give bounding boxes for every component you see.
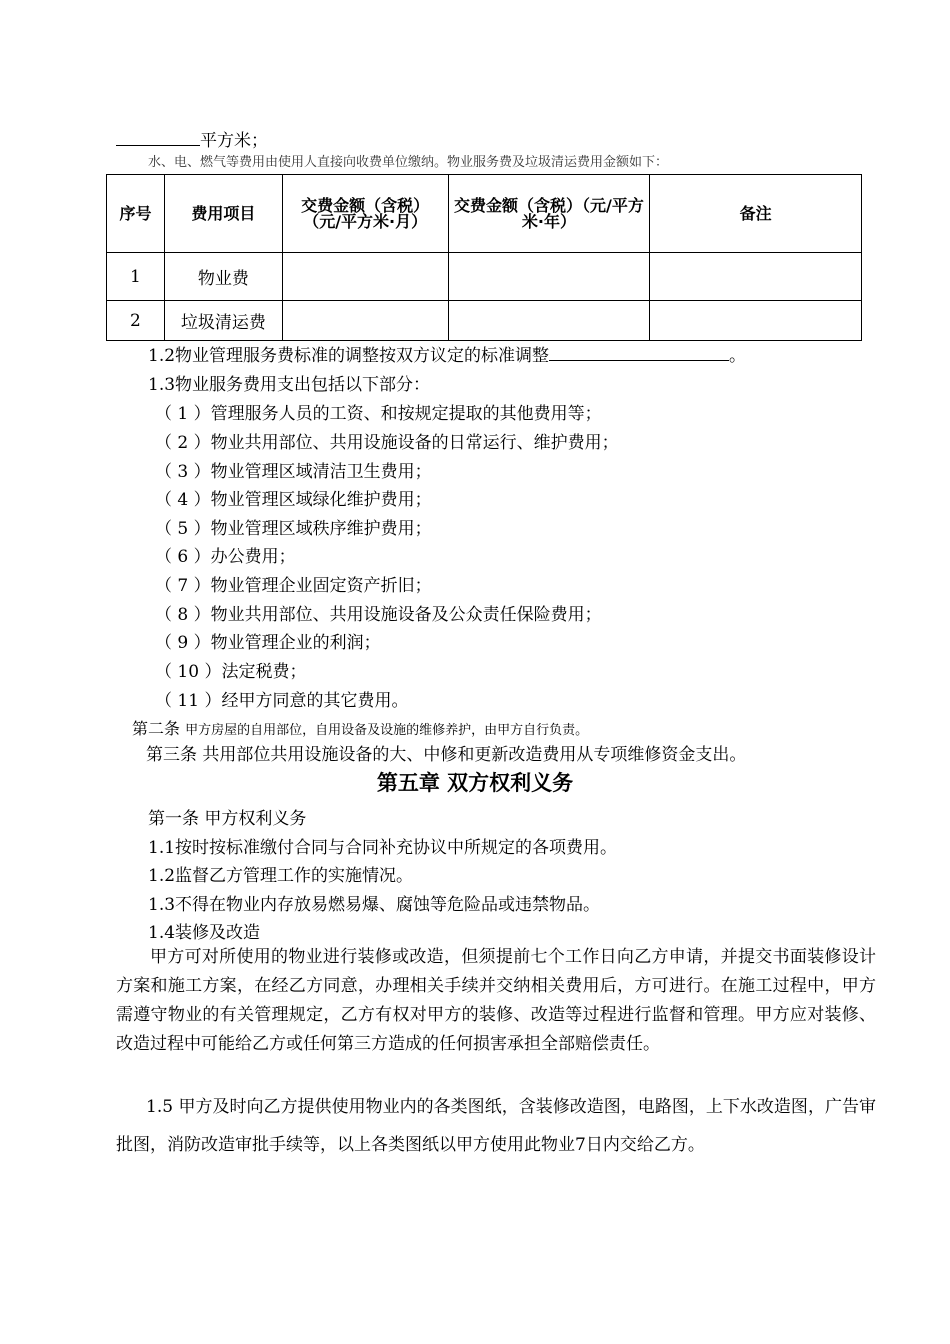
cell-item: 垃圾清运费 bbox=[164, 301, 282, 341]
chapter-title: 第五章 双方权利义务 bbox=[376, 771, 574, 795]
clause-1-4-body: 甲方可对所使用的物业进行装修或改造，但须提前七个工作日向乙方申请，并提交书面装修设计方案和施工方案，在经乙方同意，办理相关手续并交纳相关费用后，方可进行。在施工过程中，甲方需遵守物业的有关管理规定，乙方有权对甲方的装修、改造等过程进行监督和管理。甲方应对装修、改造过程中可能给乙方或任何第三方造成的任何损害承担全部赔偿责任。 bbox=[116, 947, 876, 1054]
table-row bbox=[107, 301, 862, 341]
cell-yearly-amount[interactable] bbox=[448, 301, 650, 341]
article-3: 第三条 共用部位共用设施设备的大、中修和更新改造费用从专项维修资金支出。 bbox=[146, 745, 747, 765]
header-item: 费用项目 bbox=[164, 175, 282, 253]
expense-item: （ 1 ）管理服务人员的工资、和按规定提取的其他费用等； bbox=[155, 404, 602, 424]
cell-yearly-amount[interactable] bbox=[448, 253, 650, 301]
clause-1-2-text: 1.2物业管理服务费标准的调整按双方议定的标准调整 bbox=[148, 346, 550, 366]
cell-index: 1 bbox=[107, 253, 165, 301]
expense-item: （ 8 ）物业共用部位、共用设施设备及公众责任保险费用； bbox=[155, 605, 602, 625]
ch5-clause: 1.4装修及改造 bbox=[148, 923, 261, 943]
expense-item: （ 2 ）物业共用部位、共用设施设备的日常运行、维护费用； bbox=[155, 433, 619, 453]
header-yearly-amount: 交费金额（含税）（元/平方米·年） bbox=[448, 175, 650, 253]
expense-item: （ 10 ）法定税费； bbox=[155, 662, 307, 682]
cell-remark[interactable] bbox=[650, 301, 862, 341]
adjust-standard-blank[interactable] bbox=[549, 346, 729, 361]
ch5-clause: 1.2监督乙方管理工作的实施情况。 bbox=[148, 866, 414, 886]
expense-item: （ 3 ）物业管理区域清洁卫生费用； bbox=[155, 462, 432, 482]
ch5-clause: 1.1按时按标准缴付合同与合同补充协议中所规定的各项费用。 bbox=[148, 838, 618, 858]
header-index: 序号 bbox=[107, 175, 165, 253]
fee-note: 水、电、燃气等费用由使用人直接向收费单位缴纳。物业服务费及垃圾清运费用金额如下： bbox=[148, 155, 669, 170]
expense-item: （ 7 ）物业管理企业固定资产折旧； bbox=[155, 576, 432, 596]
clause-1-3: 1.3物业服务费用支出包括以下部分： bbox=[148, 375, 431, 395]
area-unit: 平方米； bbox=[200, 131, 268, 151]
expense-item: （ 9 ）物业管理企业的利润； bbox=[155, 633, 381, 653]
article-2-text: 甲方房屋的自用部位，自用设备及设施的维修养护，由甲方自行负责。 bbox=[185, 723, 589, 738]
ch5-clause: 1.3不得在物业内存放易燃易爆、腐蚀等危险品或违禁物品。 bbox=[148, 895, 601, 915]
table-header-row bbox=[107, 175, 862, 253]
cell-remark[interactable] bbox=[650, 253, 862, 301]
cell-index: 2 bbox=[107, 301, 165, 341]
cell-item: 物业费 bbox=[164, 253, 282, 301]
article-2-label: 第二条 bbox=[132, 719, 181, 738]
expense-item: （ 11 ）经甲方同意的其它费用。 bbox=[155, 691, 409, 711]
clause-1-2 bbox=[148, 341, 746, 366]
expense-item: （ 5 ）物业管理区域秩序维护费用； bbox=[155, 519, 432, 539]
header-remark: 备注 bbox=[650, 175, 862, 253]
area-blank[interactable] bbox=[116, 131, 200, 146]
expense-item: （ 4 ）物业管理区域绿化维护费用； bbox=[155, 490, 432, 510]
clause-1-5: 1.5 甲方及时向乙方提供使用物业内的各类图纸，含装修改造图，电路图，上下水改造图，广告审批图，消防改造审批手续等，以上各类图纸以甲方使用此物业7日内交给乙方。 bbox=[116, 1097, 876, 1155]
clause-1-2-end: 。 bbox=[729, 346, 747, 366]
table-row bbox=[107, 253, 862, 301]
ch5-article-1: 第一条 甲方权利义务 bbox=[148, 809, 307, 829]
area-line bbox=[116, 126, 268, 151]
article-2 bbox=[132, 716, 588, 739]
expense-item: （ 6 ）办公费用； bbox=[155, 547, 296, 567]
header-monthly-amount: 交费金额（含税）（元/平方米·月） bbox=[282, 175, 448, 253]
cell-monthly-amount[interactable] bbox=[282, 301, 448, 341]
fee-table bbox=[106, 174, 862, 341]
cell-monthly-amount[interactable] bbox=[282, 253, 448, 301]
